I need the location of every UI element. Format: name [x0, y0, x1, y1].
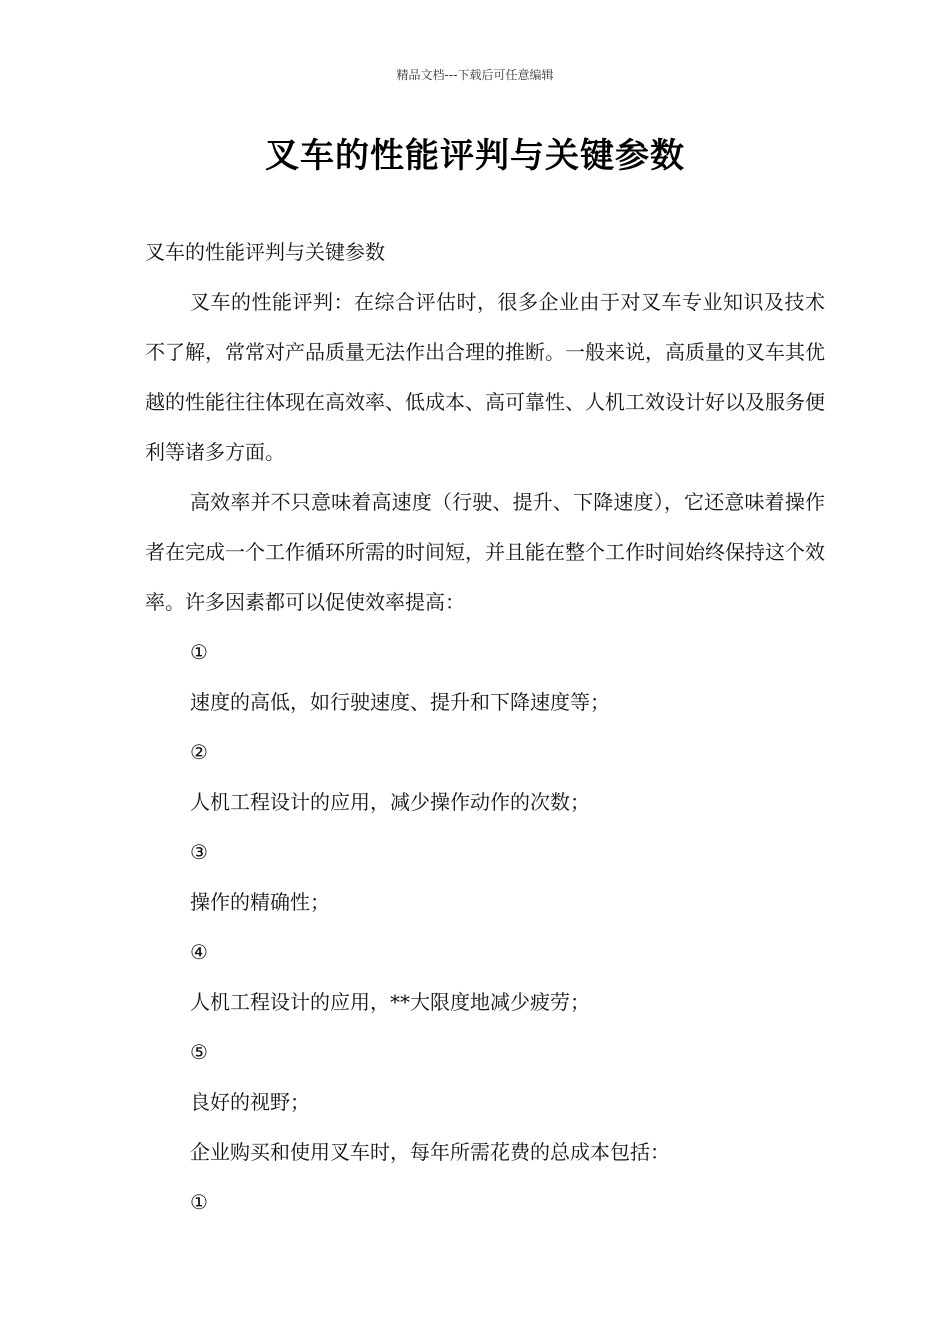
page-header: 精品文档---下载后可任意编辑 — [396, 68, 554, 82]
list-item: 人机工程设计的应用，**大限度地减少疲劳； — [190, 990, 590, 1014]
list-marker: ⑤ — [190, 1040, 208, 1064]
section-subtitle: 叉车的性能评判与关键参数 — [145, 240, 385, 264]
list-marker: ④ — [190, 940, 208, 964]
paragraph-efficiency: 高效率并不只意味着高速度（行驶、提升、下降速度），它还意味着操作者在完成一个工作循环所需的时间短，并且能在整个工作时间始终保持这个效率。许多因素都可以促使效率提高： — [145, 490, 825, 614]
paragraph-performance: 叉车的性能评判：在综合评估时，很多企业由于对叉车专业知识及技术不了解，常常对产品质量无法作出合理的推断。一般来说，高质量的叉车其优越的性能往往体现在高效率、低成本、高可靠性、人机工效设计好以及服务便利等诸多方面。 — [145, 290, 825, 464]
list-item: 速度的高低，如行驶速度、提升和下降速度等； — [190, 690, 610, 714]
list-marker: ① — [190, 640, 208, 664]
closing-paragraph: 企业购买和使用叉车时，每年所需花费的总成本包括： — [190, 1140, 670, 1164]
document-title: 叉车的性能评判与关键参数 — [265, 136, 685, 176]
list-marker: ③ — [190, 840, 208, 864]
list-marker: ① — [190, 1190, 208, 1214]
list-marker: ② — [190, 740, 208, 764]
document-body — [145, 227, 825, 1227]
list-item: 人机工程设计的应用，减少操作动作的次数； — [190, 790, 590, 814]
list-item: 良好的视野； — [190, 1090, 310, 1114]
list-item: 操作的精确性； — [190, 890, 330, 914]
